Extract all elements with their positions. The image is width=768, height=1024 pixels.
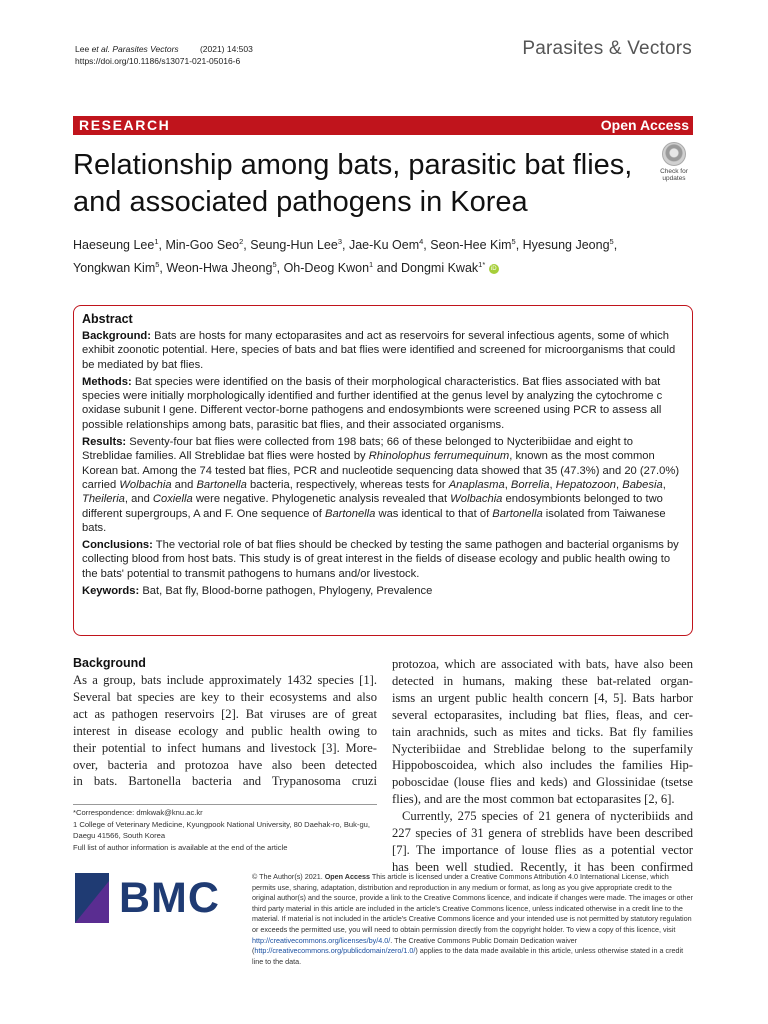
public-domain-link[interactable]: http://creativecommons.org/publicdomain/zero/1.0/ (254, 946, 416, 956)
body-line: over, bacteria and protozoa have also been detected (73, 757, 377, 772)
author: Yongkwan Kim$^5$ (73, 260, 160, 276)
author: Haeseung Lee$^1$ (73, 237, 159, 253)
body-line: act as pathogen reservoirs [2]. Bat viruses are of great (73, 706, 377, 721)
body-line: flies), and are the most common bat ectoparasites [2, 6]. (392, 792, 675, 807)
author: Seung-Hun Lee$^3$ (250, 237, 342, 253)
body-line: interest in disease ecology and public health owing to (73, 723, 377, 738)
open-access-label: Open Access (600, 117, 689, 133)
check-updates-button[interactable] (655, 142, 693, 182)
body-line: protozoa, which are associated with bats, have also been (392, 657, 693, 671)
author-info-note: Full list of author information is available at the end of the article (73, 842, 288, 852)
body-line: [7]. The importance of louse flies as a potential vector (392, 842, 693, 857)
license-text: © The Author(s) 2021. Open Access This article is licensed under a Creative Commons Attribution 4.0 International License, which permits use, sharing, adaptation, distribution and reproduction in any medium or format, as long as you give appropriate credit to the original author(s) and the source, provide a link to the Creative Commons licence, and indicate if changes were made. The images or other third party material in this article are included in the article's Creative Commons licence, unless indicated otherwise in a credit line to the material. If material is not included in the article's Creative Commons licence and your intended use is not permitted by statutory regulation or exceeds the permitted use, you will need to obtain permission directly from the copyright holder. To view a copy of this licence, visit http://creativecommons.org/licenses/by/4.0/. The Creative Commons Public Domain Dedication waiver (http://creativecommons.org/publicdomain/zero/1.0/) applies to the data made available in this article, unless otherwise stated in a credit line to the data. (252, 872, 693, 966)
citation-author: Lee (75, 44, 90, 54)
body-line: Hippoboscoidea, which also includes the families Hip- (392, 758, 693, 773)
author: Weon-Hwa Jheong$^5$ (166, 260, 277, 276)
doi-link[interactable]: https://doi.org/10.1186/s13071-021-05016-6 (75, 56, 241, 66)
citation-volume: (2021) 14:503 (199, 44, 253, 54)
body-line: As a group, bats include approximately 1432 species [1]. (73, 673, 377, 687)
article-title (73, 147, 653, 221)
license-link[interactable]: http://creativecommons.org/licenses/by/4.0/ (252, 935, 391, 945)
body-column-left (73, 656, 377, 790)
author: Oh-Deog Kwon$^1$ (283, 260, 374, 276)
bmc-logo (75, 873, 220, 923)
journal-name: Parasites & Vectors (522, 38, 692, 59)
footnotes (73, 804, 377, 853)
section-banner (73, 116, 693, 135)
body-line: Currently, 275 species of 21 genera of nycteribiids and (402, 809, 693, 824)
abstract-box (73, 305, 693, 636)
author: Jae-Ku Oem$^4$ (348, 237, 424, 253)
abstract-conclusions: Conclusions: The vectorial role of bat flies should be checked by testing the same pathogen and bacterial organisms by collecting blood from host bats. This study is of great interest in the fields of disease ecology and public health owing to the bats' potential to transmit pathogens to humans and/or livestock. (82, 539, 679, 580)
check-updates-label: Check for updates (660, 168, 688, 182)
body-line: has been well studied. Recently, it has been confirmed (392, 859, 693, 874)
body-line: Several bat species are key to their ecosystems and also (73, 689, 377, 704)
orcid-icon[interactable]: iD (489, 264, 499, 274)
check-updates-icon (662, 142, 686, 166)
body-line: detected in humans, making these bat-related organ- (392, 673, 693, 688)
title-line: Relationship among bats, parasitic bat flies, (73, 149, 633, 181)
citation-journal: et al. Parasites Vectors (91, 44, 179, 54)
body-line: poboscidae (louse flies and keds) and Glossinidae (tsetse (392, 775, 693, 790)
bmc-logo-text: BMC (119, 874, 220, 922)
body-line: tain arachnids, such as mites and ticks. Bat fly families (392, 724, 693, 739)
body-line: isms an urgent public health concern [4, 5]. Bats harbor (392, 690, 693, 705)
body-column-right (392, 656, 693, 876)
body-line: several ectoparasites, including bat flies, fleas, and cer- (392, 707, 693, 722)
correspondence: *Correspondence: dmkwak@knu.ac.kr (73, 808, 203, 817)
section-label: RESEARCH (79, 117, 171, 133)
title-line: and associated pathogens in Korea (73, 186, 528, 218)
author: Dongmi Kwak$^{1*}$ (401, 260, 486, 276)
abstract-results: Results: Seventy-four bat flies were collected from 198 bats; 66 of these belonged to Nycteribiidae and eight to Streblidae families. All Streblidae bat flies were hosted by Rhinolophus ferrumequinum, known as the most common Korean bat. Among the 74 tested bat flies, PCR and nucleotide sequencing data showed that 35 (47.3%) and 20 (27.0%) carried Wolbachia and Bartonella bacteria, respectively, whereas tests for Anaplasma, Borrelia, Hepatozoon, Babesia, Theileria, and Coxiella were negative. Phylogenetic analysis revealed that Wolbachia endosymbionts belonged to two different supergroups, A and F. One sequence of Bartonella was identical to that of Bartonella isolated from Taiwanese bats. (82, 436, 680, 534)
abstract-background: Background: Bats are hosts for many ectoparasites and act as reservoirs for several infectious agents, some of which exhibit zoonotic potential. Here, species of bats and bat flies were identified and screened for microorganisms that could be mediated by bat flies. (82, 330, 676, 371)
abstract-methods: Methods: Bat species were identified on the basis of their morphological characteristics. Bat flies associated with bat species were initially morphologically identified and further identified at the genus level by analyzing the cytochrome c oxidase subunit I gene. Different vector-borne pathogens and endosymbionts were screened using PCR to assess all possible relationships among bats, parasitic bat flies, and their associated organisms. (82, 375, 663, 431)
author: Hyesung Jeong$^5$ (522, 237, 614, 253)
citation-header (75, 43, 253, 67)
body-line: 227 species of 31 genera of streblids have been described (392, 826, 693, 841)
body-line: in bats. Bartonella bacteria and Trypanosoma cruzi (73, 774, 377, 789)
author-list: Haeseung Lee$^1$, Min-Goo Seo$^2$, Seung-Hun Lee$^3$, Jae-Ku Oem$^4$, Seon-Hee Kim$^5$, Hyesung Jeong$^5$, Yongkwan Kim$^5$, Weon-Hwa Jheong$^5$, Oh-Deog Kwon$^1$ and Dongmi Kwak$^{1*}$ iD (73, 237, 618, 276)
bmc-mark-icon (75, 873, 109, 923)
body-line: their potential to infect humans and livestock [3]. More- (73, 740, 377, 755)
section-heading: Background (73, 656, 146, 670)
body-line: Nycteribiidae and Streblidae belong to the superfamily (392, 741, 693, 756)
author: Min-Goo Seo$^2$ (165, 237, 244, 253)
abstract-keywords: Keywords: Bat, Bat fly, Blood-borne pathogen, Phylogeny, Prevalence (82, 585, 433, 598)
author: Seon-Hee Kim$^5$ (430, 237, 516, 253)
affiliation: 1 College of Veterinary Medicine, Kyungpook National University, 80 Daehak-ro, Buk-gu, Daegu 41566, South Korea (73, 819, 371, 840)
abstract-heading: Abstract (82, 312, 133, 326)
